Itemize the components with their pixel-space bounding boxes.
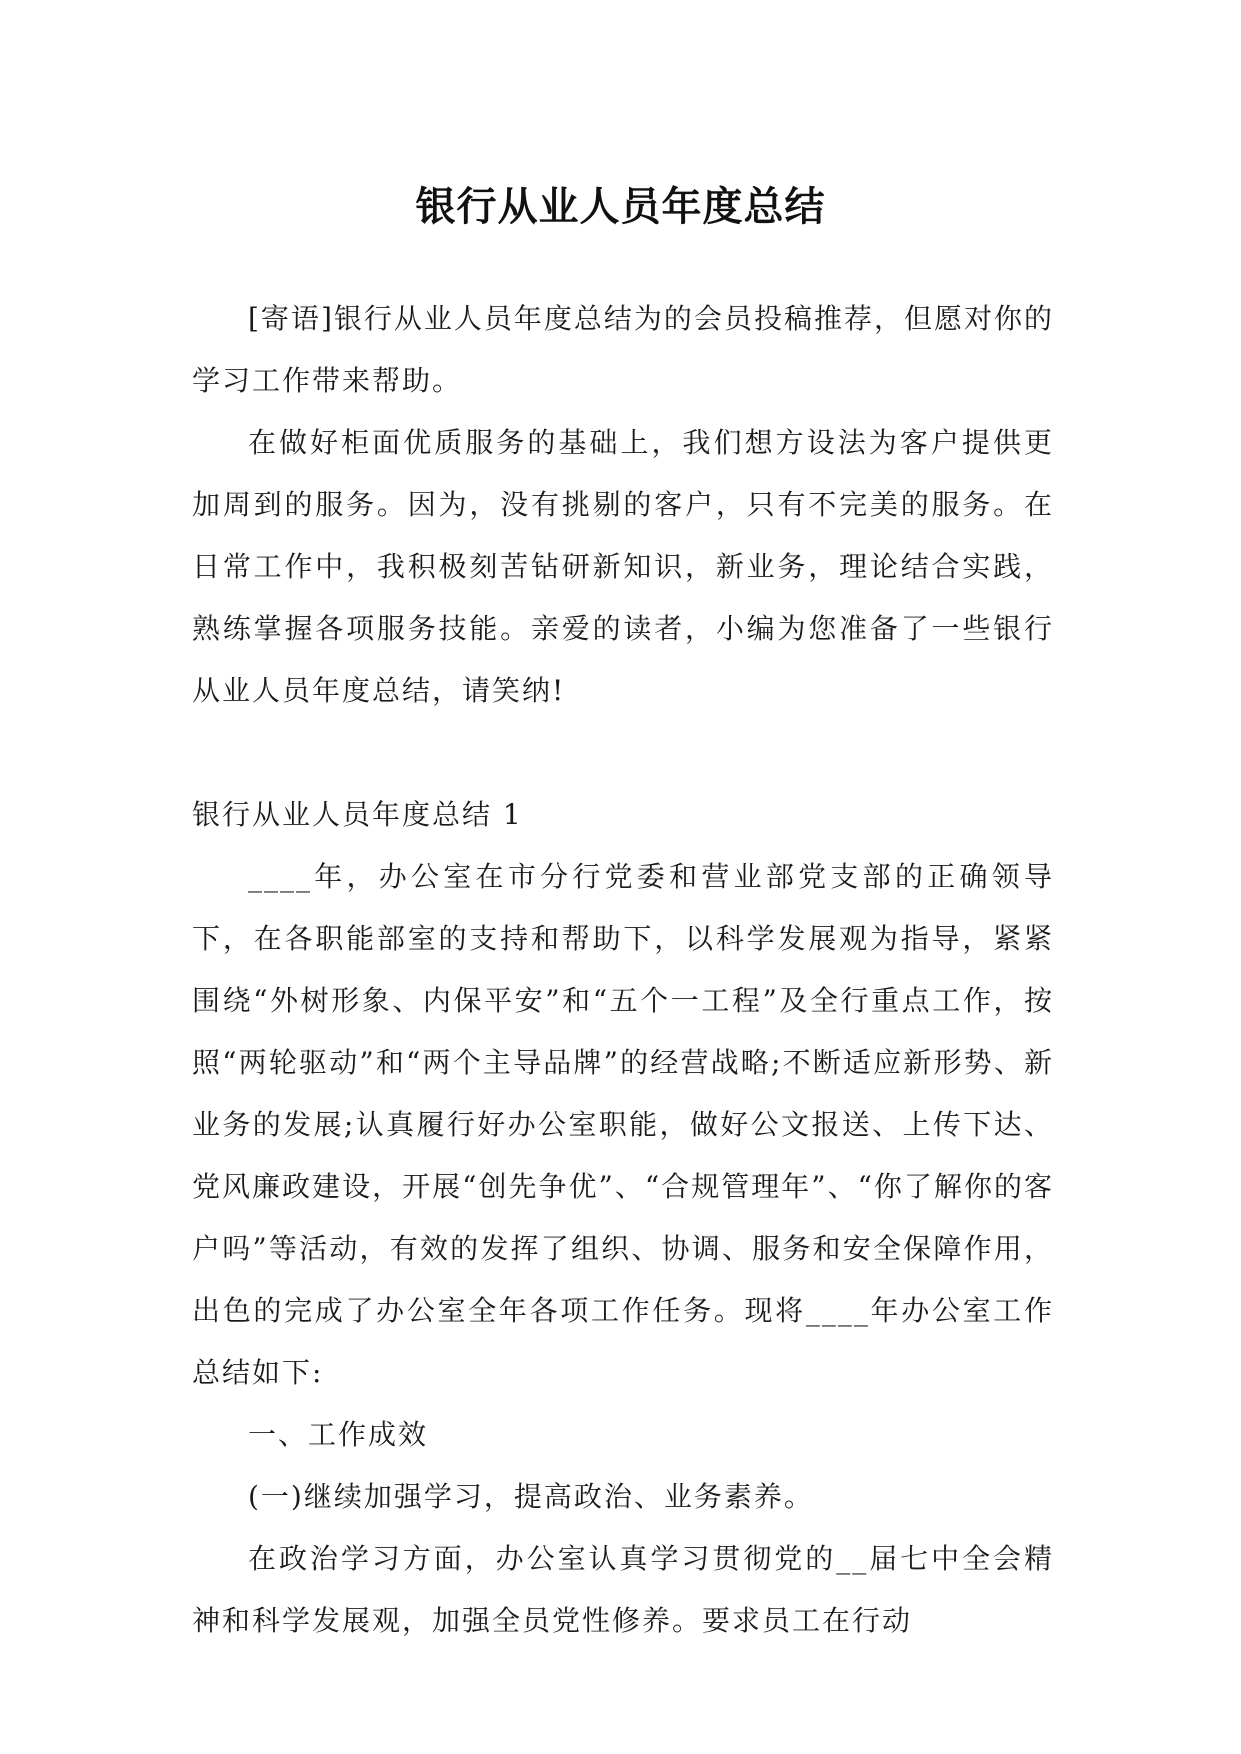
section-heading: 银行从业人员年度总结 1 — [192, 798, 523, 831]
intro-paragraph-2: 在做好柜面优质服务的基础上，我们想方设法为客户提供更加周到的服务。因为，没有挑剔的客户，只有不完美的服务。在日常工作中，我积极刻苦钻研新知识，新业务，理论结合实践，熟练掌握各项服务技能。亲爱的读者，小编为您准备了一些银行从业人员年度总结，请笑纳! — [192, 426, 1054, 707]
section-subheading-1: 一、工作成效 — [248, 1418, 429, 1451]
section-paragraph-2: 在政治学习方面，办公室认真学习贯彻党的__届七中全会精神和科学发展观，加强全员党性修养。要求员工在行动 — [192, 1542, 1054, 1637]
document-body — [192, 288, 1054, 1652]
document-title: 银行从业人员年度总结 — [415, 183, 826, 230]
section-subheading-2: (一)继续加强学习，提高政治、业务素养。 — [248, 1480, 814, 1513]
section-paragraph-1: ____年，办公室在市分行党委和营业部党支部的正确领导下，在各职能部室的支持和帮助下，以科学发展观为指导，紧紧围绕“外树形象、内保平安”和“五个一工程”及全行重点工作，按照“两轮驱动”和“两个主导品牌”的经营战略;不断适应新形势、新业务的发展;认真履行好办公室职能，做好公文报送、上传下达、党风廉政建设，开展“创先争优”、“合规管理年”、“你了解你的客户吗”等活动，有效的发挥了组织、协调、服务和安全保障作用，出色的完成了办公室全年各项工作任务。现将____年办公室工作总结如下: — [192, 860, 1054, 1389]
section-spacer — [192, 722, 1054, 784]
intro-paragraph-1: [寄语]银行从业人员年度总结为的会员投稿推荐，但愿对你的学习工作带来帮助。 — [192, 302, 1054, 397]
